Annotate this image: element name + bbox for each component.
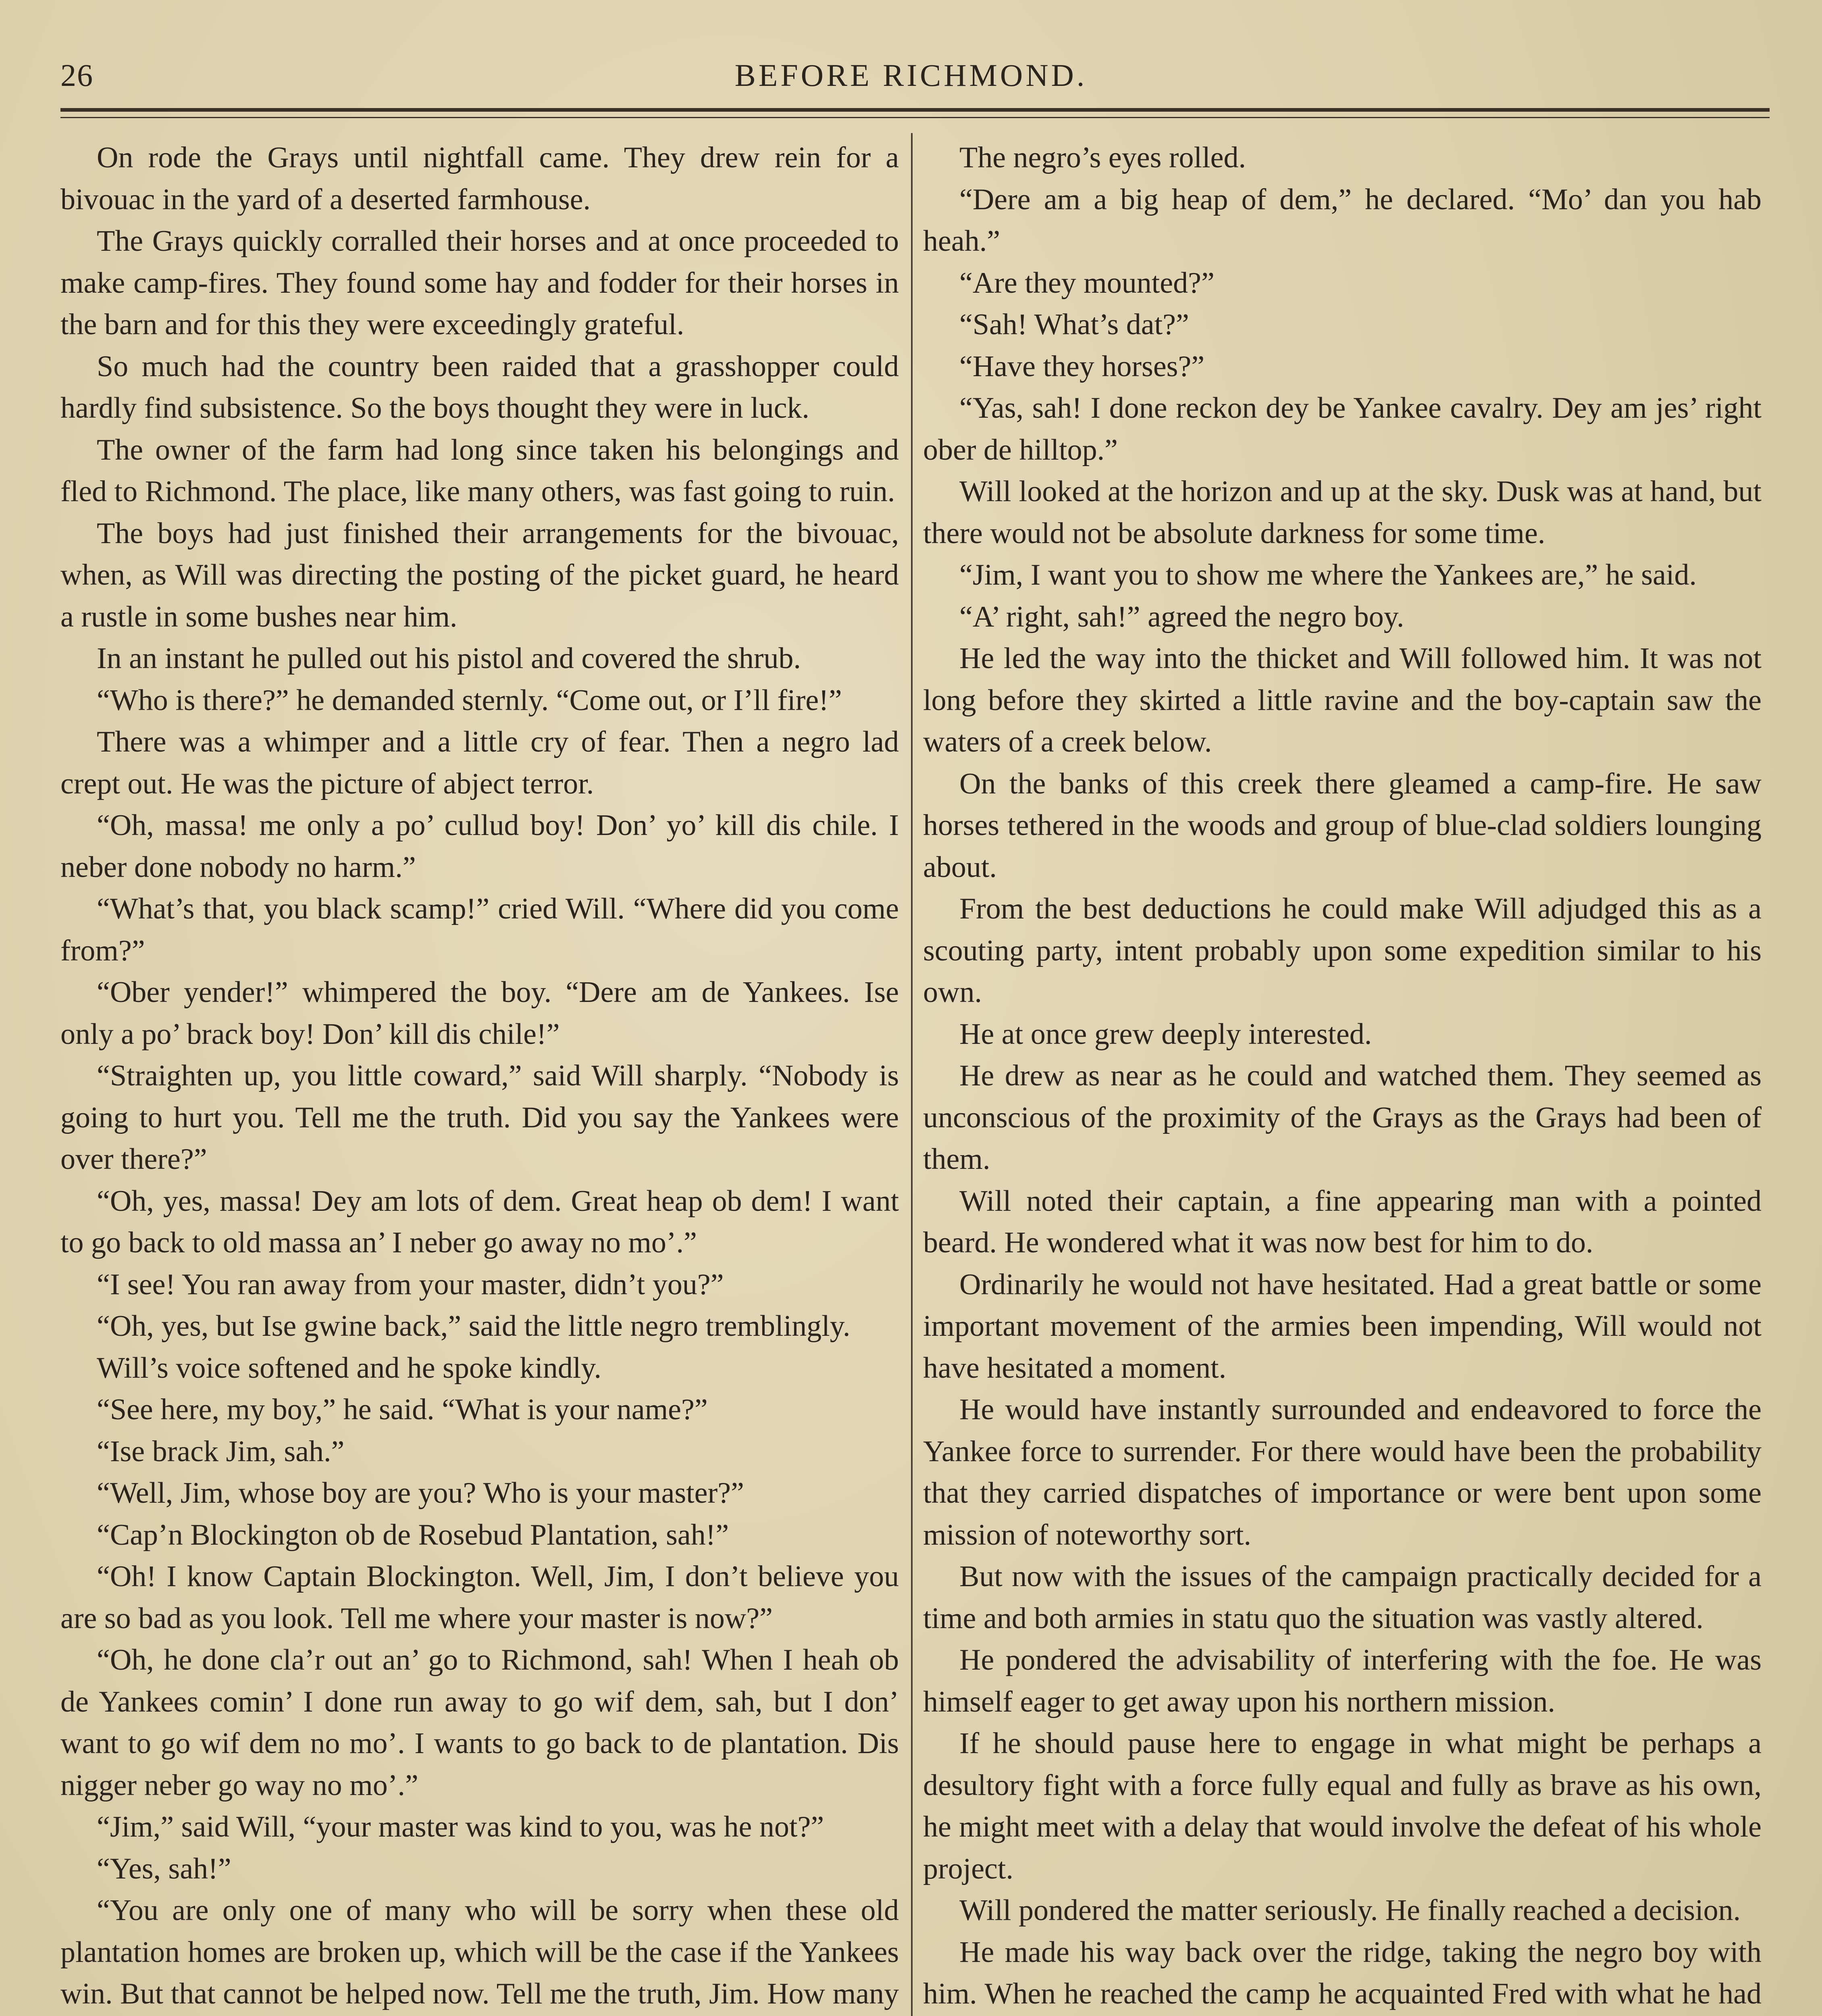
paragraph: On the banks of this creek there gleamed a camp-fire. He saw horses tethered in the woods and group of blue-clad soldiers lounging about. bbox=[923, 767, 1762, 884]
page-number: 26 bbox=[60, 58, 94, 93]
paragraph: “Yas, sah! I done reckon dey be Yankee cavalry. Dey am jes’ right ober de hilltop.” bbox=[923, 392, 1762, 467]
paragraph: Will noted their captain, a fine appearing man with a pointed beard. He wondered what it was now best for him to do. bbox=[923, 1184, 1762, 1259]
paragraph: “Jim,” said Will, “your master was kind to you, was he not?” bbox=[97, 1810, 824, 1843]
paragraph: “Dere am a big heap of dem,” he declared. “Mo’ dan you hab heah.” bbox=[923, 183, 1762, 258]
paragraph: He drew as near as he could and watched them. They seemed as unconscious of the proximity of the Grays as the Grays had been of them. bbox=[923, 1059, 1762, 1176]
paragraph: From the best deductions he could make Will adjudged this as a scouting party, intent probably upon some expedition similar to his own. bbox=[923, 892, 1762, 1009]
column-divider bbox=[911, 133, 913, 2016]
paragraph: He at once grew deeply interested. bbox=[959, 1017, 1372, 1051]
paragraph: “Jim, I want you to show me where the Yankees are,” he said. bbox=[959, 558, 1697, 591]
paragraph: “What’s that, you black scamp!” cried Will. “Where did you come from?” bbox=[60, 892, 899, 967]
paragraph: “You are only one of many who will be sorry when these old plantation homes are broken up, which will be the case if the Yankees win. But that cannot be helped now. Tell me the truth, Jim. How many bbox=[60, 1894, 899, 2010]
paragraph: He would have instantly surrounded and endeavored to force the Yankee force to surrender. For there would have been the probability that they carried dispatches of importance or were bent upon some mission of noteworthy sort. bbox=[923, 1393, 1762, 1552]
paragraph: Will looked at the horizon and up at the sky. Dusk was at hand, but there would not be absolute darkness for some time. bbox=[923, 475, 1762, 550]
paragraph: But now with the issues of the campaign practically decided for a time and both armies in statu quo the situation was vastly altered. bbox=[923, 1560, 1762, 1635]
paragraph: “Ise brack Jim, sah.” bbox=[97, 1435, 345, 1468]
paragraph: “Cap’n Blockington ob de Rosebud Plantation, sah!” bbox=[97, 1518, 729, 1552]
paragraph: He led the way into the thicket and Will followed him. It was not long before they skirted a little ravine and the boy-captain saw the waters of a creek below. bbox=[923, 642, 1762, 758]
paragraph: “A’ right, sah!” agreed the negro boy. bbox=[959, 600, 1404, 633]
paragraph: “Are they mounted?” bbox=[959, 266, 1215, 300]
paragraph: Will’s voice softened and he spoke kindly. bbox=[97, 1351, 602, 1385]
paragraph: He made his way back over the ridge, taking the negro boy with him. When he reached the camp he acquainted Fred with what he had bbox=[923, 1935, 1762, 2010]
page-header bbox=[60, 48, 1762, 97]
paragraph: “Sah! What’s dat?” bbox=[959, 308, 1189, 341]
paragraph: The owner of the farm had long since taken his belongings and fled to Richmond. The place, like many others, was fast going to ruin. bbox=[60, 433, 899, 508]
paragraph: The Grays quickly corralled their horses and at once proceeded to make camp-fires. They found some hay and fodder for their horses in the barn and for this they were exceedingly grateful. bbox=[60, 225, 899, 341]
paragraph: “Have they horses?” bbox=[959, 350, 1205, 383]
paragraph: “Oh! I know Captain Blockington. Well, Jim, I don’t believe you are so bad as you look. Tell me where your master is now?” bbox=[60, 1560, 899, 1635]
paragraph: He pondered the advisability of interfering with the foe. He was himself eager to get away upon his northern mission. bbox=[923, 1643, 1762, 1718]
paragraph: The boys had just finished their arrangements for the bivouac, when, as Will was directing the posting of the picket guard, he heard a rustle in some bushes near him. bbox=[60, 516, 899, 633]
paragraph: Ordinarily he would not have hesitated. Had a great battle or some important movement of the armies been impending, Will would not have hesitated a moment. bbox=[923, 1268, 1762, 1385]
paragraph: On rode the Grays until nightfall came. They drew rein for a bivouac in the yard of a deserted farmhouse. bbox=[60, 141, 899, 216]
header-rule-thin bbox=[60, 117, 1770, 118]
paragraph: “Straighten up, you little coward,” said Will sharply. “Nobody is going to hurt you. Tell me the truth. Did you say the Yankees were over there?” bbox=[60, 1059, 899, 1176]
paragraph: “Oh, massa! me only a po’ cullud boy! Don’ yo’ kill dis chile. I neber done nobody no harm.” bbox=[60, 809, 899, 884]
paragraph: “I see! You ran away from your master, didn’t you?” bbox=[97, 1268, 724, 1301]
left-column bbox=[60, 137, 899, 2016]
paragraph: “Ober yender!” whimpered the boy. “Dere am de Yankees. Ise only a po’ brack boy! Don’ kill dis chile!” bbox=[60, 976, 899, 1051]
header-rule-thick bbox=[60, 108, 1770, 112]
paragraph: The negro’s eyes rolled. bbox=[959, 141, 1246, 174]
paragraph: In an instant he pulled out his pistol and covered the shrub. bbox=[97, 642, 801, 675]
running-title: BEFORE RICHMOND. bbox=[734, 58, 1088, 93]
paragraph: “Yes, sah!” bbox=[97, 1852, 231, 1885]
paragraph: “Well, Jim, whose boy are you? Who is your master?” bbox=[97, 1477, 744, 1510]
paragraph: “Oh, yes, massa! Dey am lots of dem. Great heap ob dem! I want to go back to old massa an’ I neber go away no mo’.” bbox=[60, 1184, 899, 1259]
paragraph: “See here, my boy,” he said. “What is your name?” bbox=[97, 1393, 708, 1426]
paragraph: “Oh, yes, but Ise gwine back,” said the little negro tremblingly. bbox=[97, 1310, 851, 1343]
paragraph: “Who is there?” he demanded sternly. “Come out, or I’ll fire!” bbox=[97, 683, 842, 717]
paragraph: Will pondered the matter seriously. He finally reached a decision. bbox=[959, 1894, 1741, 1927]
paragraph: “Oh, he done cla’r out an’ go to Richmond, sah! When I heah ob de Yankees comin’ I done run away to go wif dem, sah, but I don’ want to go wif dem no mo’. I wants to go back to de plantation. Dis nigger neber go way no mo’.” bbox=[60, 1643, 899, 1802]
paragraph: So much had the country been raided that a grasshopper could hardly find subsistence. So the boys thought they were in luck. bbox=[60, 350, 899, 425]
paragraph: There was a whimper and a little cry of fear. Then a negro lad crept out. He was the picture of abject terror. bbox=[60, 725, 899, 800]
right-column bbox=[923, 137, 1762, 2016]
paragraph: If he should pause here to engage in what might be perhaps a desultory fight with a force fully equal and fully as brave as his own, he might meet with a delay that would involve the defeat of his whole project. bbox=[923, 1727, 1762, 1885]
